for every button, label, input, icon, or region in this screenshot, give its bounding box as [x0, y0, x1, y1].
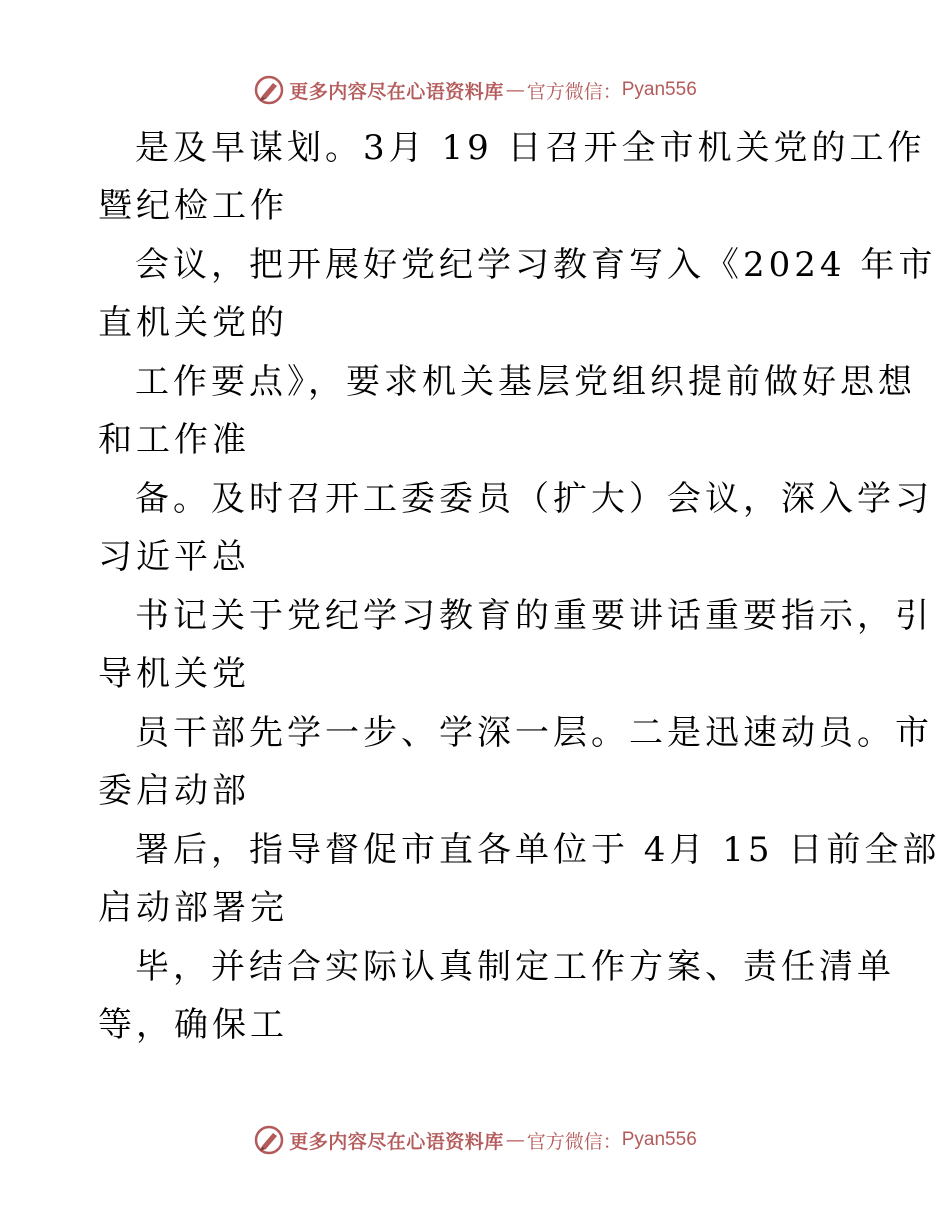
watermark-wechat-label: 官方微信： — [526, 1130, 622, 1153]
text-line: 委启动部 — [98, 771, 250, 811]
pen-circle-logo-icon — [253, 1124, 285, 1156]
text-line: 习近平总 — [98, 537, 250, 577]
text-line: 员干部先学一步、学深一层。二是迅速动员。市 — [135, 713, 933, 753]
text-line: 是及早谋划。3月 19 日召开全市机关党的工作 — [135, 128, 926, 168]
text-line: 书记关于党纪学习教育的重要讲话重要指示，引 — [135, 596, 933, 636]
text-line: 导机关党 — [98, 654, 250, 694]
text-line: 会议，把开展好党纪学习教育写入《2024 年市 — [135, 245, 937, 285]
watermark-wechat-id: Pyan556 — [621, 1129, 697, 1150]
watermark-wechat-id: Pyan556 — [621, 79, 697, 100]
footer-watermark — [0, 1120, 950, 1160]
pen-circle-logo-icon — [253, 74, 285, 106]
text-line: 备。及时召开工委委员（扩大）会议，深入学习 — [135, 479, 933, 519]
header-watermark — [0, 70, 950, 110]
text-line: 和工作准 — [98, 420, 250, 460]
text-line: 启动部署完 — [98, 888, 288, 928]
text-line: 直机关党的 — [98, 303, 288, 343]
text-line: 暨纪检工作 — [98, 186, 288, 226]
watermark-brand-text: 更多内容尽在心语资料库 — [289, 80, 504, 103]
text-line: 署后，指导督促市直各单位于 4月 15 日前全部 — [135, 830, 941, 870]
text-line: 等，确保工 — [98, 1005, 288, 1045]
watermark-wechat-label: 官方微信： — [526, 80, 622, 103]
watermark-separator: — — [505, 1129, 525, 1151]
watermark-separator: — — [505, 79, 525, 101]
text-line: 毕，并结合实际认真制定工作方案、责任清单 — [135, 947, 895, 987]
text-line: 工作要点》，要求机关基层党组织提前做好思想 — [135, 362, 916, 402]
watermark-brand-text: 更多内容尽在心语资料库 — [289, 1130, 504, 1153]
